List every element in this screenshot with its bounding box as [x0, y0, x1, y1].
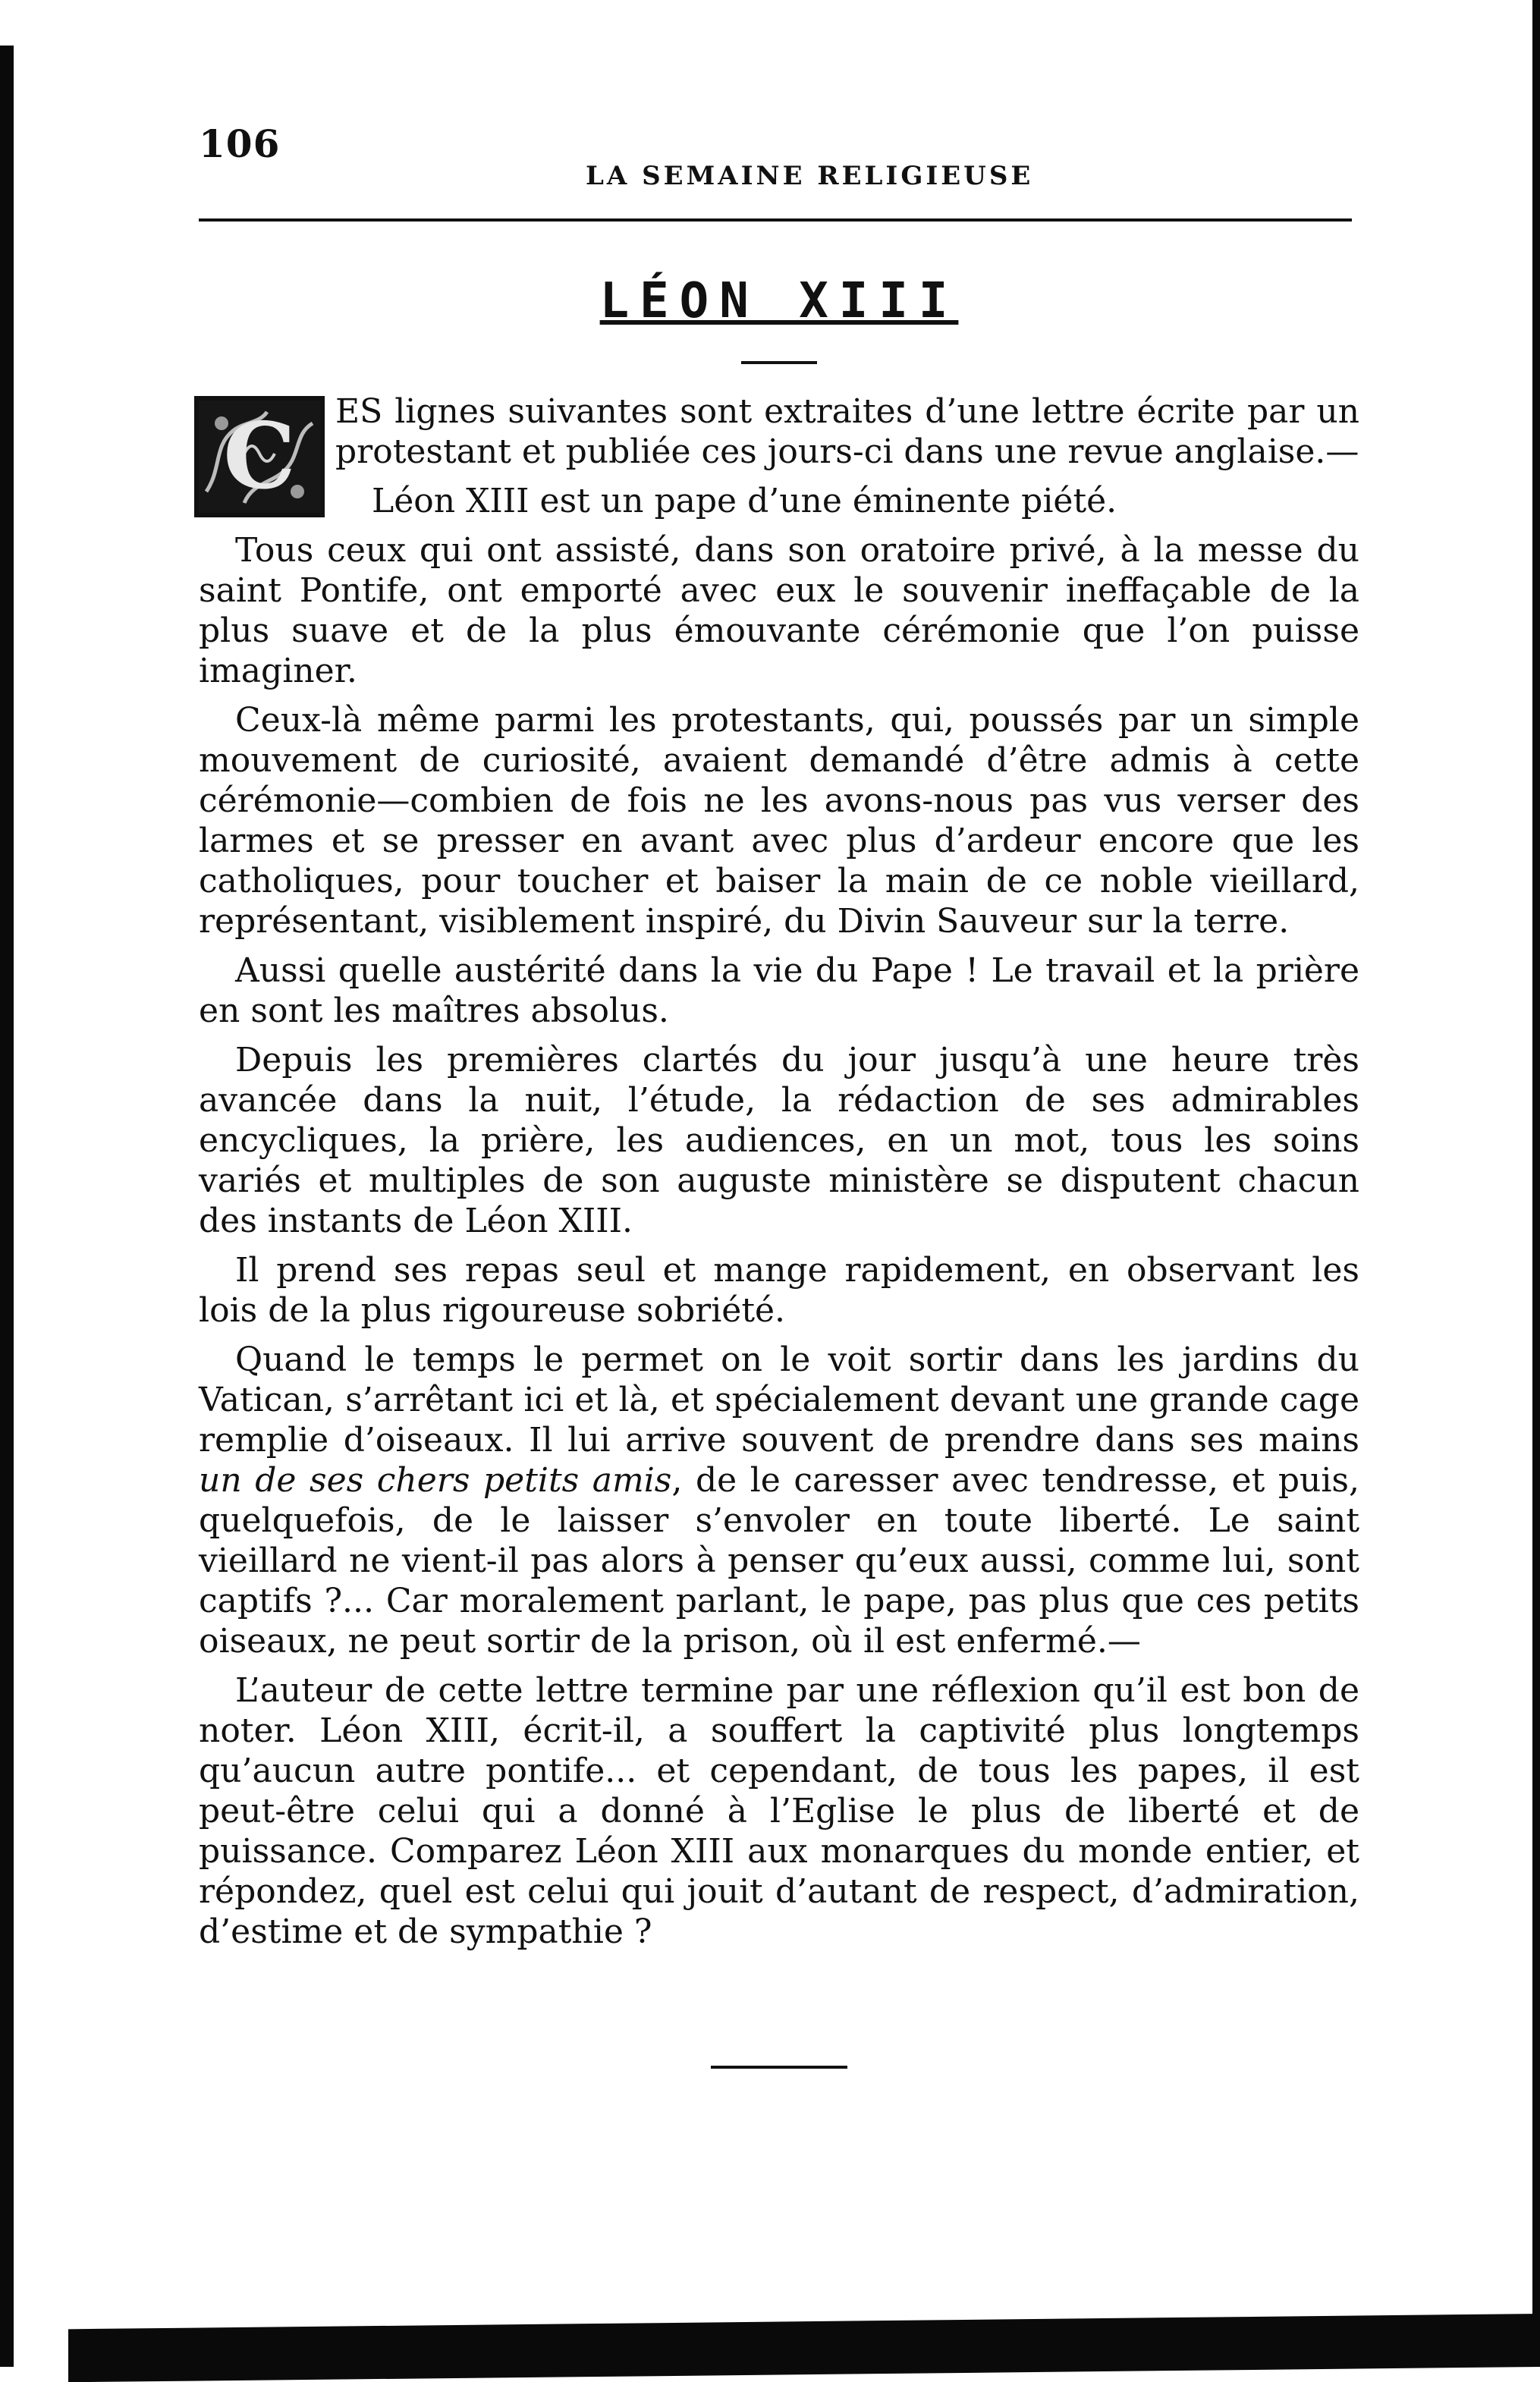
paragraph-1-text: ES lignes suivantes sont extraites d’une lettre écrite par un protestant et publiée ces jours-ci dans une revue anglaise.— [335, 392, 1359, 471]
scan-border-right [1532, 0, 1540, 2367]
header-rule [199, 218, 1352, 222]
paragraph-2: Léon XIII est un pape d’une éminente piété. [372, 482, 1117, 520]
document-page [199, 121, 1359, 2069]
paragraph-9: L’auteur de cette lettre termine par une réflexion qu’il est bon de noter. Léon XIII, écrit-il, a souffert la captivité plus longtemps qu’aucun autre pontife... et cependant, de tous les papes, il est peut-être celui qui a donné à l’Eglise le plus de liberté et de puissance. Comparez Léon XIII aux monarques du monde entier, et répondez, quel est celui qui jouit d’autant de respect, d’admiration, d’estime et de sympathie ? [199, 1671, 1359, 1951]
title-rule [741, 361, 817, 364]
end-rule [711, 2066, 847, 2069]
paragraph-5: Aussi quelle austérité dans la vie du Pape ! Le travail et la prière en sont les maîtres absolus. [199, 951, 1359, 1030]
paragraph-7: Il prend ses repas seul et mange rapidement, en observant les lois de la plus rigoureuse sobriété. [199, 1251, 1359, 1330]
running-head [199, 121, 1359, 205]
ornamental-dropcap [194, 396, 325, 517]
page-number: 106 [199, 121, 281, 166]
scan-border-left [0, 46, 14, 2367]
dropcap-letter: C [223, 403, 296, 510]
paragraph-3: Tous ceux qui ont assisté, dans son oratoire privé, à la messe du saint Pontife, ont emporté avec eux le souvenir ineffaçable de la plus suave et de la plus émouvante cérémonie que l’on puisse imaginer. [199, 531, 1359, 690]
paragraph-4: Ceux-là même parmi les protestants, qui, poussés par un simple mouvement de curiosité, avaient demandé d’être admis à cette cérémonie—combien de fois ne les avons-nous pas vus verser des larmes et se presser en avant avec plus d’ardeur encore que les catholiques, pour toucher et baiser la main de ce noble vieillard, représentant, visiblement inspiré, du Divin Sauveur sur la terre. [199, 701, 1359, 941]
paragraph-8-text-b: , de le caresser avec tendresse, et puis, quelquefois, de le laisser s’envoler en toute liberté. Le saint vieillard ne vient-il pas alors à penser qu’eux aussi, comme lui, sont captifs ?... Car moralement parlant, le pape, pas plus que ces petits oiseaux, ne peut sortir de la prison, où il est enfermé.— [199, 1461, 1359, 1661]
article-body [199, 391, 1359, 1952]
paragraph-8 [199, 1340, 1359, 1661]
paragraph-8-emphasis: un de ses chers petits amis [199, 1461, 672, 1500]
paragraph-8-text-a: Quand le temps le permet on le voit sortir dans les jardins du Vatican, s’arrêtant ici et là, et spécialement devant une grande cage remplie d’oiseaux. Il lui arrive souvent de prendre dans ses mains [199, 1340, 1359, 1460]
scan-border-bottom [68, 2314, 1540, 2382]
journal-title: LA SEMAINE RELIGIEUSE [586, 161, 1034, 191]
paragraph-6: Depuis les premières clartés du jour jusqu’à une heure très avancée dans la nuit, l’étude, la rédaction de ses admirables encycliques, la prière, les audiences, en un mot, tous les soins variés et multiples de son auguste ministère se disputent chacun des instants de Léon XIII. [199, 1041, 1359, 1240]
article-title: LÉON XIII [599, 273, 959, 329]
